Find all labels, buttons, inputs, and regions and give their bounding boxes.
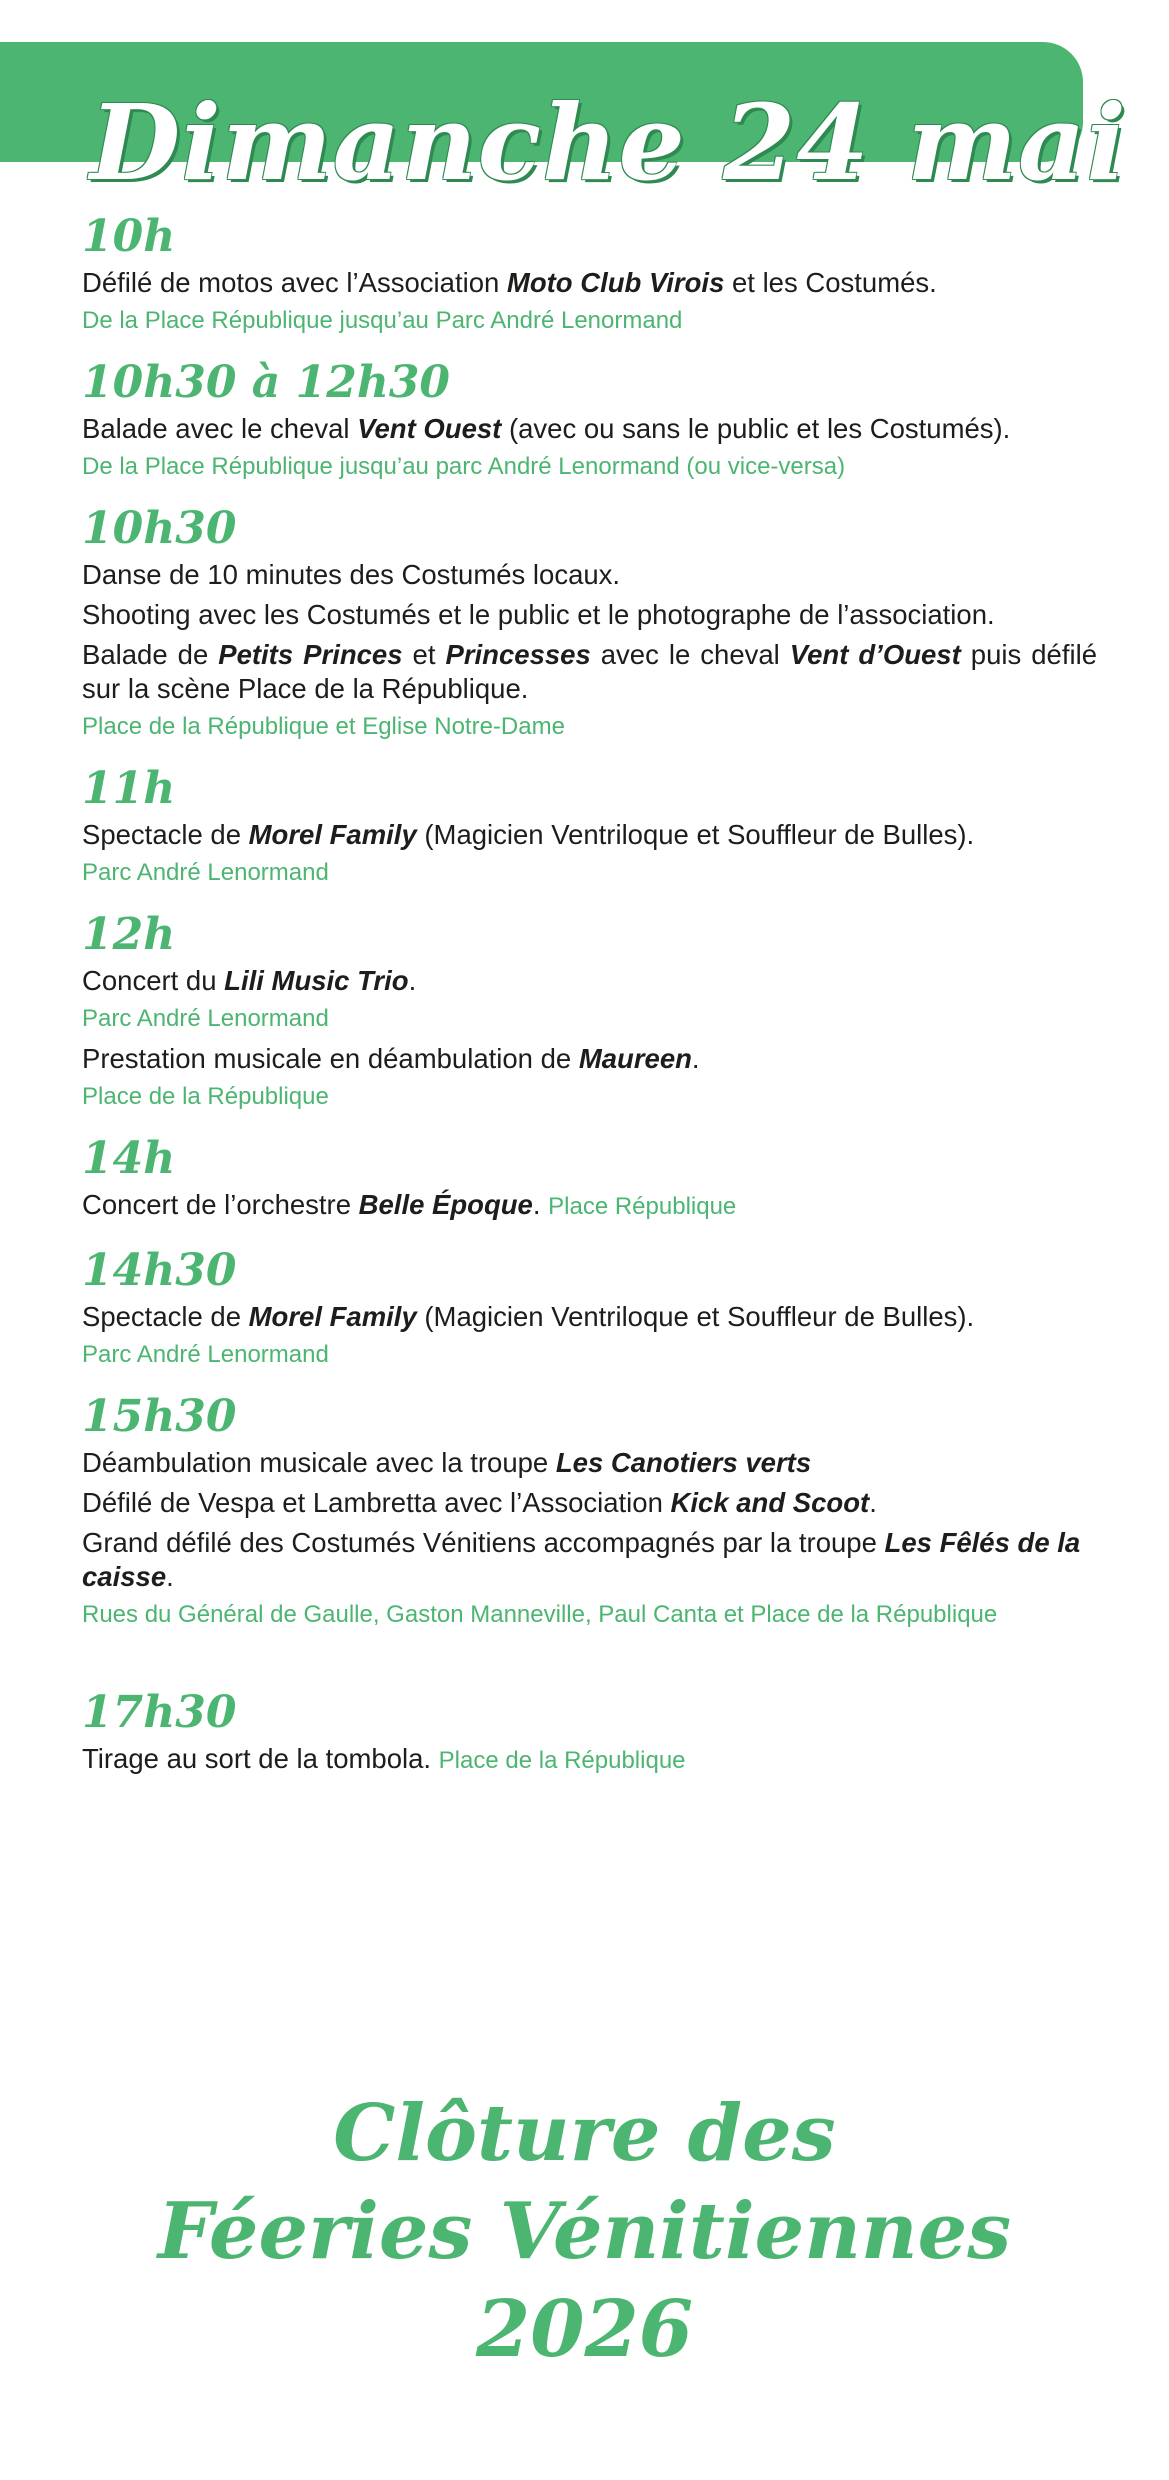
time-block (82, 764, 1097, 888)
title-banner (0, 42, 1127, 204)
event-text: . (691, 1043, 700, 1074)
closing-line-1: Clôture des (333, 2088, 836, 2179)
event-description (82, 598, 1097, 632)
performer-name: Petits Princes (218, 639, 403, 670)
event-text: Spectacle de (82, 1301, 249, 1332)
time-block (82, 1134, 1097, 1224)
event-text: Balade avec le cheval (82, 413, 358, 444)
time-block (82, 358, 1097, 482)
event-description (82, 818, 1097, 852)
event-text: Défilé de motos avec l’Association (82, 267, 507, 298)
event-text: puis défilé sur la scène Place de la République. (82, 639, 1097, 704)
time-heading: 10h30 à 12h30 (82, 357, 451, 408)
event-text: (Magicien Ventriloque et Souffleur de Bulles). (416, 1301, 975, 1332)
time-block (82, 504, 1097, 742)
event-text: Défilé de Vespa et Lambretta avec l’Association (82, 1487, 671, 1518)
performer-name: Belle Époque (358, 1189, 533, 1220)
event-location: Place de la République (82, 1083, 329, 1110)
performer-name: Lili Music Trio (224, 965, 409, 996)
time-heading: 12h (82, 909, 176, 960)
performer-name: Princesses (445, 639, 591, 670)
time-block (82, 910, 1097, 1112)
event-text: Concert du (82, 965, 225, 996)
closing-line-3: 2026 (475, 2284, 694, 2375)
event-description (82, 964, 1097, 998)
event-text: (avec ou sans le public et les Costumés). (501, 413, 1011, 444)
performer-name: Vent d’Ouest (789, 639, 961, 670)
event-text: Shooting avec les Costumés et le public et le photographe de l’association. (82, 599, 995, 630)
event-location: Parc André Lenormand (82, 1005, 329, 1032)
event-text: . (166, 1561, 174, 1592)
event-text: Balade de (82, 639, 219, 670)
program-list (82, 212, 1097, 1784)
time-heading: 14h (82, 1133, 176, 1184)
performer-name: Morel Family (248, 819, 417, 850)
event-text: . (869, 1487, 877, 1518)
performer-name: Kick and Scoot (670, 1487, 870, 1518)
performer-name: Les Fêlés de la caisse (82, 1527, 1081, 1592)
event-text: . (532, 1189, 549, 1220)
time-heading: 14h30 (82, 1245, 237, 1296)
event-description (82, 638, 1097, 706)
event-description (82, 1300, 1097, 1334)
event-description (82, 1486, 1097, 1520)
event-description (82, 1742, 1097, 1778)
time-heading: 15h30 (82, 1391, 237, 1442)
time-block (82, 1688, 1097, 1778)
event-location: Rues du Général de Gaulle, Gaston Manneville, Paul Canta et Place de la République (82, 1601, 998, 1628)
event-text: Tirage au sort de la tombola. (82, 1743, 439, 1774)
time-block (82, 1392, 1097, 1630)
event-description (82, 1446, 1097, 1480)
time-block (82, 1246, 1097, 1370)
event-text: Spectacle de (82, 819, 249, 850)
event-text: et les Costumés. (724, 267, 937, 298)
event-text: Concert de l’orchestre (82, 1189, 359, 1220)
event-location: De la Place République jusqu’au parc André Lenormand (ou vice-versa) (82, 453, 846, 480)
time-heading: 11h (82, 763, 176, 814)
event-description (82, 1188, 1097, 1224)
event-description (82, 1042, 1097, 1076)
time-heading: 10h (82, 211, 176, 262)
closing-line-2: Féeries Vénitiennes (157, 2186, 1012, 2277)
event-description (82, 558, 1097, 592)
time-heading: 17h30 (82, 1687, 237, 1738)
event-text: Prestation musicale en déambulation de (82, 1043, 579, 1074)
event-description (82, 266, 1097, 300)
event-text: Danse de 10 minutes des Costumés locaux. (82, 559, 621, 590)
time-block (82, 212, 1097, 336)
performer-name: Les Canotiers verts (555, 1447, 812, 1478)
page-title: Dimanche 24 mai (90, 81, 1127, 204)
performer-name: Morel Family (248, 1301, 417, 1332)
performer-name: Maureen (578, 1043, 692, 1074)
closing-title (0, 2085, 1169, 2379)
performer-name: Moto Club Virois (506, 267, 725, 298)
event-text: avec le cheval (590, 639, 790, 670)
event-location: Place de la République et Eglise Notre-Dame (82, 713, 565, 740)
performer-name: Vent Ouest (357, 413, 502, 444)
event-description (82, 412, 1097, 446)
time-heading: 10h30 (82, 503, 237, 554)
event-text: (Magicien Ventriloque et Souffleur de Bulles). (416, 819, 975, 850)
event-text: Déambulation musicale avec la troupe (82, 1447, 556, 1478)
event-text: Grand défilé des Costumés Vénitiens accompagnés par la troupe (82, 1527, 885, 1558)
event-location: Parc André Lenormand (82, 1341, 329, 1368)
event-location: Parc André Lenormand (82, 859, 329, 886)
event-text: . (408, 965, 417, 996)
event-location-inline: Place de la République (438, 1747, 686, 1774)
event-text: et (402, 639, 446, 670)
event-location: De la Place République jusqu’au Parc André Lenormand (82, 307, 683, 334)
event-description (82, 1526, 1097, 1594)
event-location-inline: Place République (548, 1193, 737, 1220)
